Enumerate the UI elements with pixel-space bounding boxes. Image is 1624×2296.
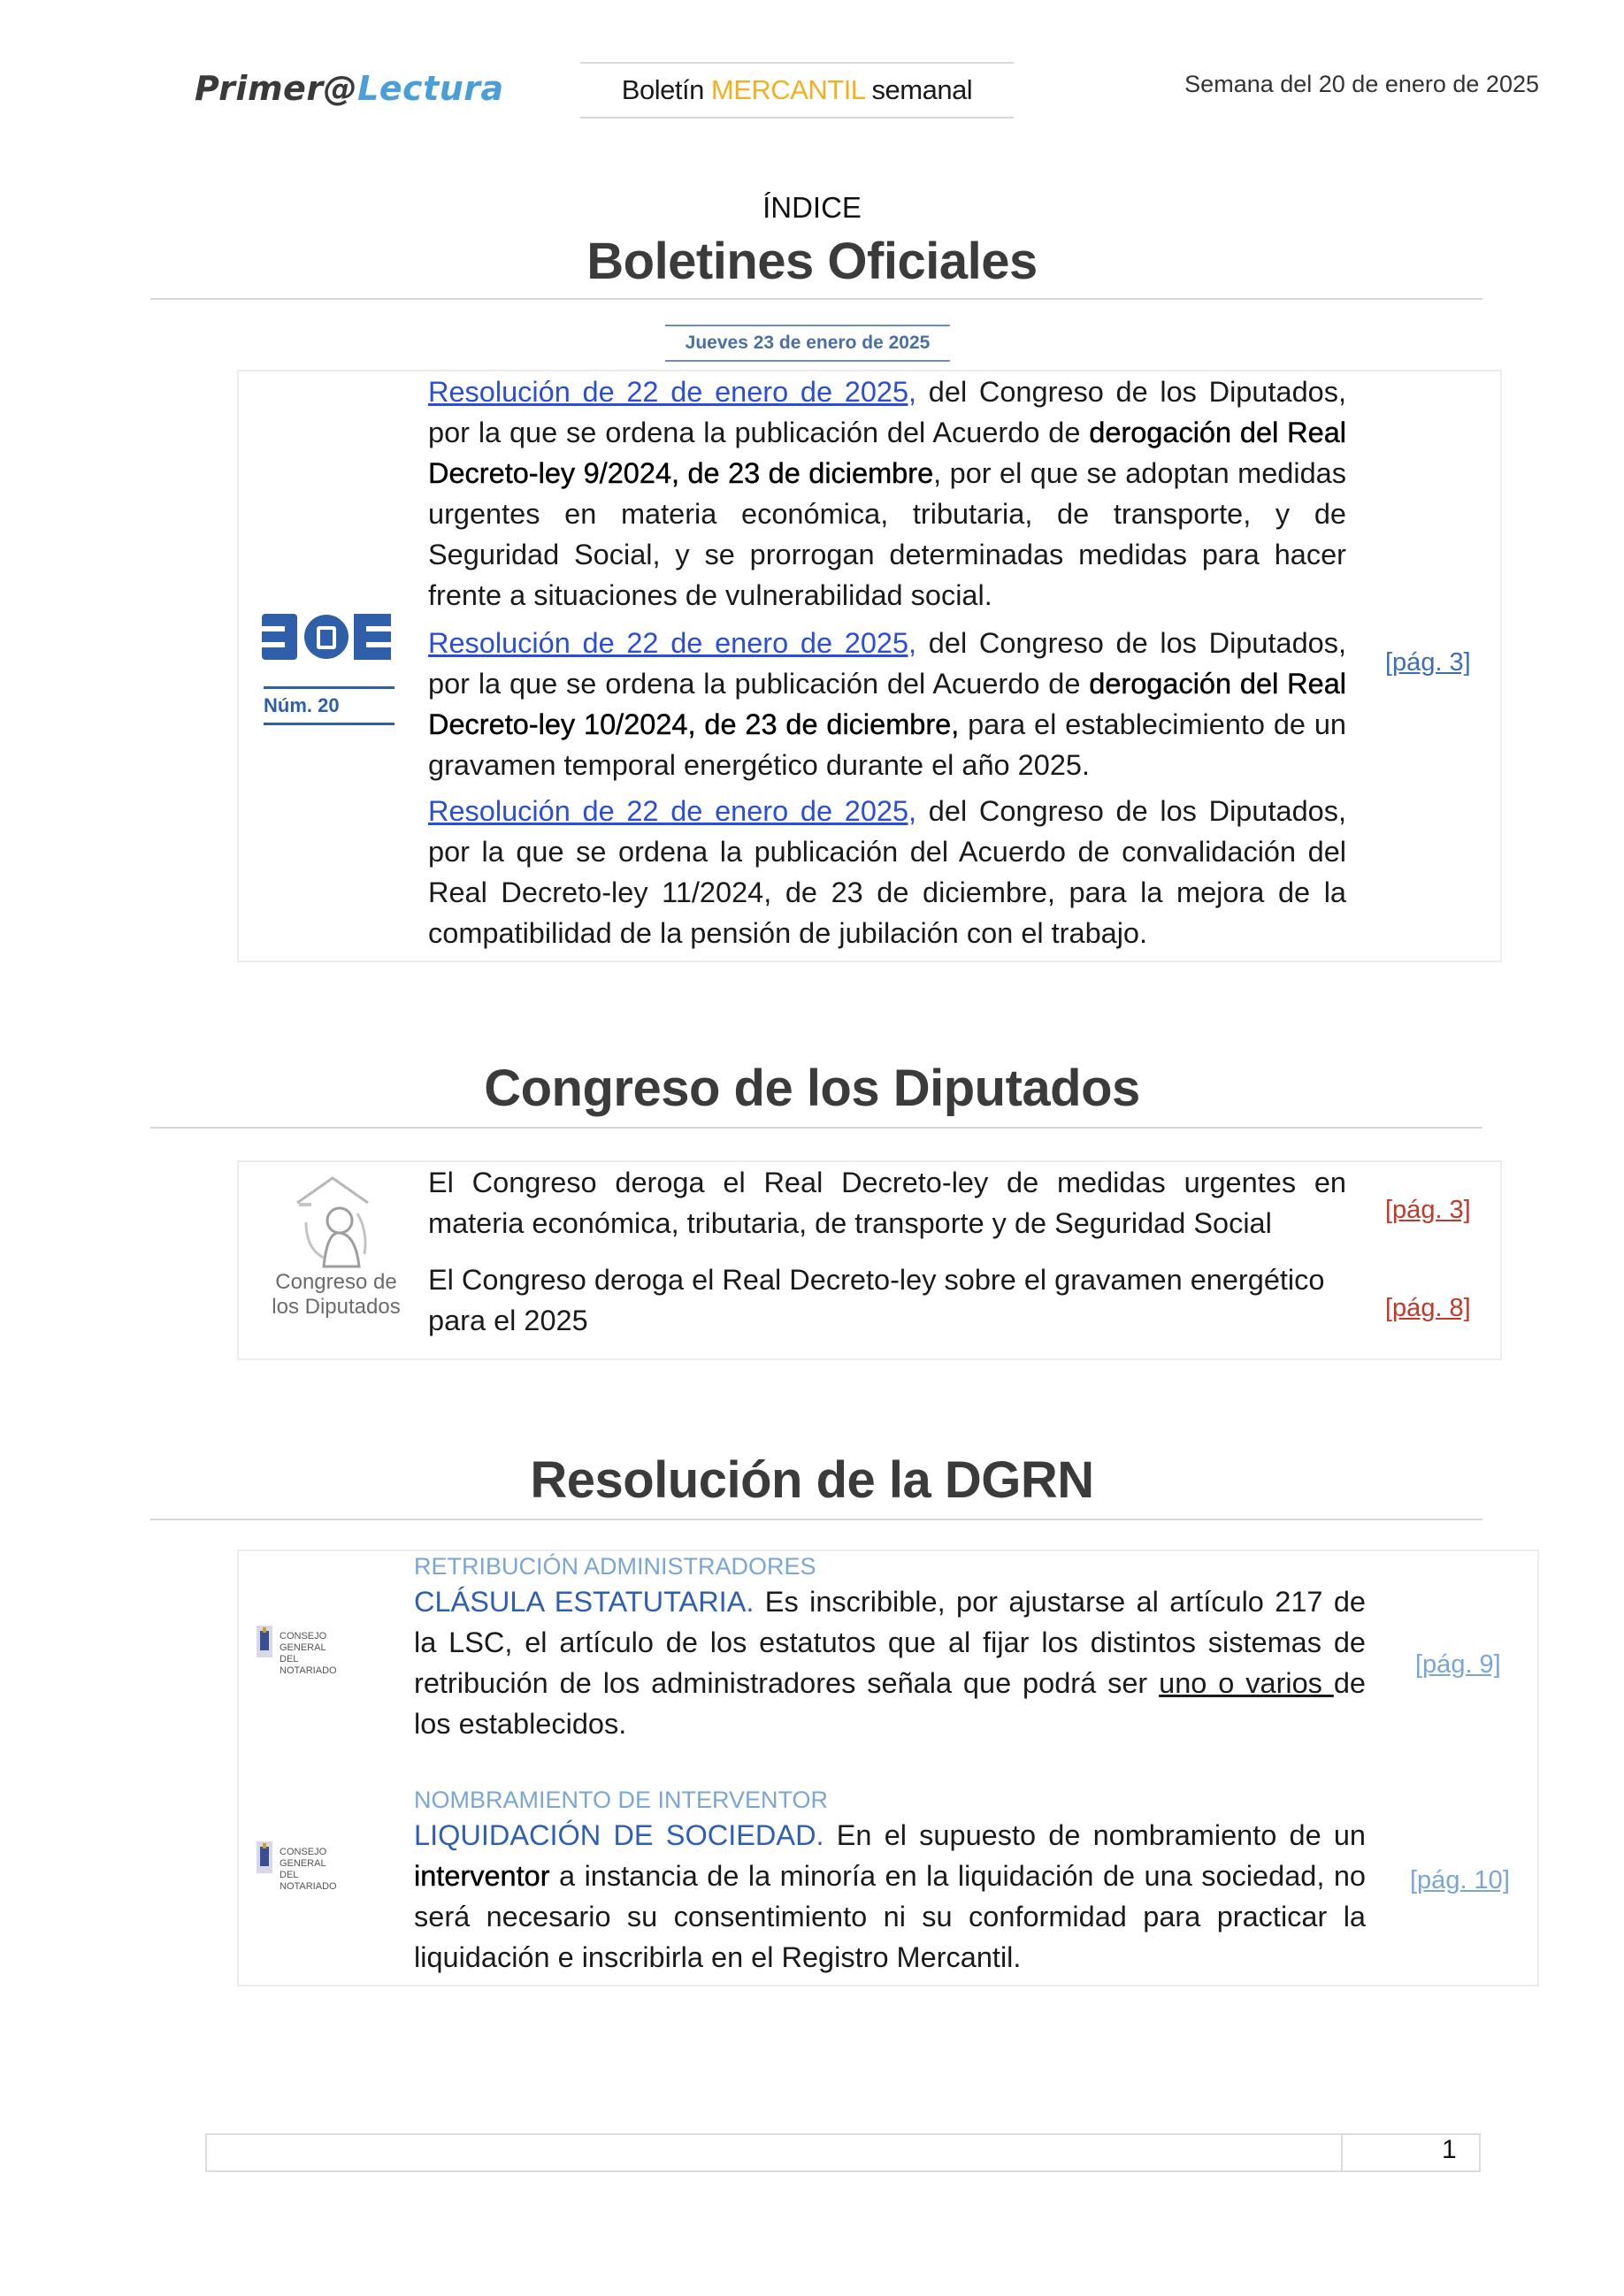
congreso-item: El Congreso deroga el Real Decreto-ley de medidas urgentes en materia económica, tributaria, de transporte y de Seguridad Social (428, 1167, 1346, 1239)
page-ref-link[interactable]: [pág. 3] (1385, 1196, 1471, 1224)
divider (150, 298, 1482, 300)
boe-logo-icon (262, 610, 391, 663)
resolution-link[interactable]: Resolución de 22 de enero de 2025, (428, 627, 917, 659)
footer-bar (205, 2133, 1481, 2172)
week-label: Semana del 20 de enero de 2025 (1184, 71, 1539, 97)
page-ref-link[interactable]: [pág. 9] (1415, 1650, 1501, 1679)
footer-divider (1341, 2133, 1343, 2170)
page-ref-link[interactable]: [pág. 3] (1385, 648, 1471, 677)
resolution-link[interactable]: Resolución de 22 de enero de 2025, (428, 376, 917, 408)
boe-entry: Resolución de 22 de enero de 2025, del Congreso de los Diputados, por la que se ordena la publicación del Acuerdo de convalidación del Real Decreto-ley 11/2024, de 23 de diciembre, para la mejora de la compatibilidad de la pensión de jubilación con el trabajo. (428, 795, 1346, 949)
brand-logo: Primer@Lectura (195, 69, 504, 108)
congreso-logo-icon (280, 1169, 386, 1275)
boe-number: Núm. 20 (264, 686, 395, 725)
notariado-logo: CONSEJO GENERAL DEL NOTARIADO (255, 1840, 352, 1893)
date-tag: Jueves 23 de enero de 2025 (665, 325, 950, 362)
divider (150, 1127, 1482, 1129)
category-label: NOMBRAMIENTO DE INTERVENTOR (414, 1787, 829, 1813)
notariado-emblem-icon (255, 1624, 274, 1659)
resolution-link[interactable]: Resolución de 22 de enero de 2025, (428, 795, 917, 827)
page-ref-link[interactable]: [pág. 8] (1385, 1294, 1471, 1322)
index-label: ÍNDICE (762, 191, 862, 224)
page-ref-link[interactable]: [pág. 10] (1410, 1866, 1510, 1894)
congreso-logo-text: Congreso de los Diputados (272, 1270, 401, 1319)
congreso-item: El Congreso deroga el Real Decreto-ley sobre el gravamen energético para el 2025 (428, 1264, 1325, 1336)
section-title-congreso: Congreso de los Diputados (484, 1060, 1140, 1117)
dgrn-item: CLÁSULA ESTATUTARIA. Es inscribible, por ajustarse al artículo 217 de la LSC, el artículo de los estatutos que al fijar los distintos sistemas de retribución de los administradores señala que podrá ser uno o varios de los establecidos. (414, 1586, 1366, 1740)
category-label: RETRIBUCIÓN ADMINISTRADORES (414, 1553, 816, 1580)
boe-entry: Resolución de 22 de enero de 2025, del Congreso de los Diputados, por la que se ordena la publicación del Acuerdo de derogación del Real Decreto-ley 9/2024, de 23 de diciembre, por el que se adoptan medidas urgentes en materia económica, tributaria, de transporte, y de Seguridad Social, y se prorrogan determinadas medidas para hacer frente a situaciones de vulnerabilidad social. (428, 376, 1346, 611)
notariado-logo: CONSEJO GENERAL DEL NOTARIADO (255, 1624, 352, 1677)
boe-entry: Resolución de 22 de enero de 2025, del Congreso de los Diputados, por la que se ordena la publicación del Acuerdo de derogación del Real Decreto-ley 10/2024, de 23 de diciembre, para el establecimiento de un gravamen temporal energético durante el año 2025. (428, 627, 1346, 781)
bulletin-title: Boletín MERCANTIL semanal (580, 62, 1014, 119)
section-title-boletines: Boletines Oficiales (586, 233, 1038, 290)
divider (150, 1519, 1482, 1520)
section-title-dgrn: Resolución de la DGRN (530, 1451, 1094, 1509)
page-number: 1 (1442, 2135, 1457, 2164)
notariado-emblem-icon (255, 1840, 274, 1875)
dgrn-item: LIQUIDACIÓN DE SOCIEDAD. En el supuesto de nombramiento de un interventor a instancia de la minoría en la liquidación de una sociedad, no será necesario su consentimiento ni su conformidad para practicar la liquidación e inscribirla en el Registro Mercantil. (414, 1819, 1366, 1973)
